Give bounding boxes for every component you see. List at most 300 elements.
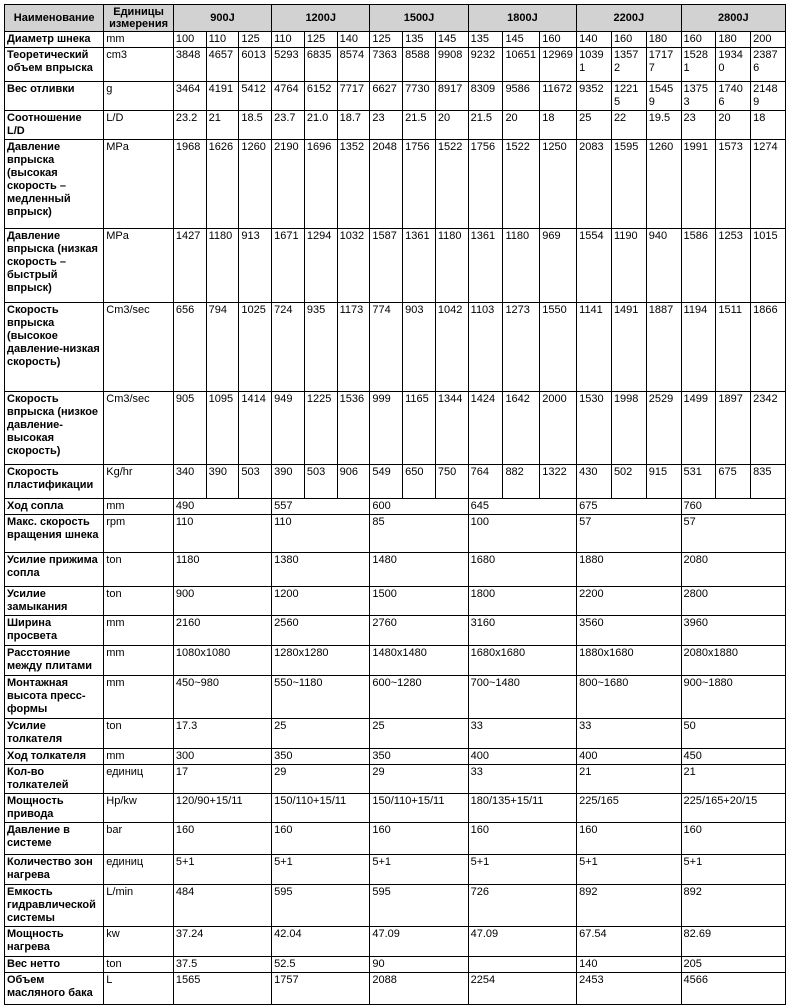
value-cell: 33 xyxy=(468,719,577,749)
value-cell: 999 xyxy=(370,392,403,465)
row-label: Давление впрыска (низкая скорость – быстрый впрыск) xyxy=(5,229,104,303)
value-cell: 1344 xyxy=(435,392,468,465)
table-row xyxy=(5,719,786,749)
value-cell: 21.0 xyxy=(304,111,337,140)
value-cell: 160 xyxy=(611,32,646,48)
value-cell: 2560 xyxy=(272,616,370,646)
row-label: Вес нетто xyxy=(5,957,104,973)
table-row xyxy=(5,553,786,587)
value-cell: 33 xyxy=(577,719,681,749)
value-cell: 140 xyxy=(577,957,681,973)
value-cell: 1550 xyxy=(540,303,577,392)
row-label: Усилие толкателя xyxy=(5,719,104,749)
value-cell: 1500 xyxy=(370,587,468,616)
value-cell: 5+1 xyxy=(370,855,468,885)
row-unit: rpm xyxy=(104,515,174,553)
value-cell: 9232 xyxy=(468,48,503,82)
value-cell: 892 xyxy=(577,885,681,927)
value-cell: 340 xyxy=(173,465,206,499)
value-cell: 1025 xyxy=(239,303,272,392)
value-cell: 900 xyxy=(173,587,271,616)
value-cell: 37.5 xyxy=(173,957,271,973)
value-cell: 1380 xyxy=(272,553,370,587)
value-cell: 1968 xyxy=(173,140,206,229)
value-cell: 52.5 xyxy=(272,957,370,973)
row-label: Макс. скорость вращения шнека xyxy=(5,515,104,553)
value-cell: 1260 xyxy=(239,140,272,229)
value-cell: 835 xyxy=(751,465,786,499)
value-cell: 1866 xyxy=(751,303,786,392)
value-cell: 1253 xyxy=(716,229,751,303)
value-cell: 21.5 xyxy=(468,111,503,140)
value-cell: 450 xyxy=(681,749,785,765)
value-cell: 205 xyxy=(681,957,785,973)
value-cell: 23.7 xyxy=(272,111,305,140)
value-cell xyxy=(468,957,577,973)
value-cell: 484 xyxy=(173,885,271,927)
table-row xyxy=(5,392,786,465)
value-cell: 3464 xyxy=(173,82,206,111)
value-cell: 21 xyxy=(206,111,239,140)
row-label: Расстояние между плитами xyxy=(5,646,104,676)
value-cell: 13753 xyxy=(681,82,716,111)
value-cell: 110 xyxy=(173,515,271,553)
value-cell: 4657 xyxy=(206,48,239,82)
value-cell: 2080x1880 xyxy=(681,646,785,676)
row-label: Монтажная высота пресс-формы xyxy=(5,676,104,719)
value-cell: 10651 xyxy=(503,48,540,82)
value-cell: 2190 xyxy=(272,140,305,229)
value-cell: 724 xyxy=(272,303,305,392)
row-unit: g xyxy=(104,82,174,111)
value-cell: 225/165 xyxy=(577,794,681,823)
value-cell: 37.24 xyxy=(173,927,271,957)
value-cell: 2200 xyxy=(577,587,681,616)
value-cell: 5+1 xyxy=(173,855,271,885)
row-label: Скорость пластификации xyxy=(5,465,104,499)
value-cell: 145 xyxy=(503,32,540,48)
value-cell: 503 xyxy=(304,465,337,499)
value-cell: 1260 xyxy=(646,140,681,229)
value-cell: 600~1280 xyxy=(370,676,468,719)
header-model: 1800J xyxy=(468,5,577,32)
value-cell: 110 xyxy=(206,32,239,48)
value-cell: 1280x1280 xyxy=(272,646,370,676)
value-cell: 1180 xyxy=(206,229,239,303)
value-cell: 5293 xyxy=(272,48,305,82)
value-cell: 595 xyxy=(272,885,370,927)
value-cell: 120/90+15/11 xyxy=(173,794,271,823)
row-label: Количество зон нагрева xyxy=(5,855,104,885)
value-cell: 9908 xyxy=(435,48,468,82)
value-cell: 100 xyxy=(468,515,577,553)
value-cell: 2254 xyxy=(468,973,577,1005)
value-cell: 6627 xyxy=(370,82,403,111)
value-cell: 490 xyxy=(173,499,271,515)
value-cell: 25 xyxy=(370,719,468,749)
value-cell: 800~1680 xyxy=(577,676,681,719)
row-label: Емкость гидравлической системы xyxy=(5,885,104,927)
row-label: Ход сопла xyxy=(5,499,104,515)
value-cell: 1696 xyxy=(304,140,337,229)
value-cell: 3960 xyxy=(681,616,785,646)
header-row xyxy=(5,5,786,32)
value-cell: 1080x1080 xyxy=(173,646,271,676)
value-cell: 17177 xyxy=(646,48,681,82)
value-cell: 1032 xyxy=(337,229,370,303)
value-cell: 1180 xyxy=(503,229,540,303)
value-cell: 760 xyxy=(681,499,785,515)
value-cell: 350 xyxy=(272,749,370,765)
row-label: Кол-во толкателей xyxy=(5,765,104,794)
value-cell: 6013 xyxy=(239,48,272,82)
table-row xyxy=(5,32,786,48)
row-label: Вес отливки xyxy=(5,82,104,111)
table-row xyxy=(5,111,786,140)
value-cell: 42.04 xyxy=(272,927,370,957)
value-cell: 19340 xyxy=(716,48,751,82)
header-model: 2200J xyxy=(577,5,681,32)
value-cell: 6152 xyxy=(304,82,337,111)
value-cell: 882 xyxy=(503,465,540,499)
value-cell: 1511 xyxy=(716,303,751,392)
row-label: Соотношение L/D xyxy=(5,111,104,140)
row-unit: mm xyxy=(104,676,174,719)
value-cell: 5+1 xyxy=(468,855,577,885)
value-cell: 47.09 xyxy=(370,927,468,957)
table-row xyxy=(5,823,786,855)
value-cell: 774 xyxy=(370,303,403,392)
value-cell: 180/135+15/11 xyxy=(468,794,577,823)
value-cell: 600 xyxy=(370,499,468,515)
table-row xyxy=(5,140,786,229)
value-cell: 1671 xyxy=(272,229,305,303)
header-name: Наименование xyxy=(5,5,104,32)
table-row xyxy=(5,465,786,499)
value-cell: 8574 xyxy=(337,48,370,82)
value-cell: 2529 xyxy=(646,392,681,465)
row-unit: L/min xyxy=(104,885,174,927)
value-cell: 5+1 xyxy=(577,855,681,885)
value-cell: 1680 xyxy=(468,553,577,587)
table-row xyxy=(5,646,786,676)
value-cell: 12215 xyxy=(611,82,646,111)
table-row xyxy=(5,885,786,927)
value-cell: 57 xyxy=(577,515,681,553)
row-unit: L xyxy=(104,973,174,1005)
value-cell: 8588 xyxy=(403,48,436,82)
value-cell: 180 xyxy=(646,32,681,48)
value-cell: 1756 xyxy=(403,140,436,229)
value-cell: 2160 xyxy=(173,616,271,646)
table-row xyxy=(5,48,786,82)
row-label: Давление впрыска (высокая скорость – медленный впрыск) xyxy=(5,140,104,229)
value-cell: 1173 xyxy=(337,303,370,392)
row-unit: ton xyxy=(104,553,174,587)
header-model: 1500J xyxy=(370,5,468,32)
value-cell: 5412 xyxy=(239,82,272,111)
value-cell: 656 xyxy=(173,303,206,392)
table-row xyxy=(5,676,786,719)
value-cell: 1190 xyxy=(611,229,646,303)
value-cell: 57 xyxy=(681,515,785,553)
value-cell: 502 xyxy=(611,465,646,499)
row-unit: bar xyxy=(104,823,174,855)
value-cell: 2088 xyxy=(370,973,468,1005)
value-cell: 1680x1680 xyxy=(468,646,577,676)
value-cell: 2760 xyxy=(370,616,468,646)
header-model: 2800J xyxy=(681,5,785,32)
value-cell: 2083 xyxy=(577,140,612,229)
value-cell: 20 xyxy=(435,111,468,140)
row-unit: Cm3/sec xyxy=(104,303,174,392)
row-unit: mm xyxy=(104,499,174,515)
value-cell: 225/165+20/15 xyxy=(681,794,785,823)
value-cell: 125 xyxy=(370,32,403,48)
row-unit: Kg/hr xyxy=(104,465,174,499)
value-cell: 7717 xyxy=(337,82,370,111)
row-unit: cm3 xyxy=(104,48,174,82)
value-cell: 90 xyxy=(370,957,468,973)
value-cell: 22 xyxy=(611,111,646,140)
value-cell: 1595 xyxy=(611,140,646,229)
table-row xyxy=(5,855,786,885)
value-cell: 940 xyxy=(646,229,681,303)
value-cell: 50 xyxy=(681,719,785,749)
value-cell: 1998 xyxy=(611,392,646,465)
row-label: Диаметр шнека xyxy=(5,32,104,48)
row-label: Ход толкателя xyxy=(5,749,104,765)
value-cell: 1141 xyxy=(577,303,612,392)
table-row xyxy=(5,499,786,515)
value-cell: 1322 xyxy=(540,465,577,499)
value-cell: 33 xyxy=(468,765,577,794)
value-cell: 549 xyxy=(370,465,403,499)
table-row xyxy=(5,82,786,111)
row-unit: ton xyxy=(104,719,174,749)
value-cell: 160 xyxy=(370,823,468,855)
value-cell: 21489 xyxy=(751,82,786,111)
row-label: Усилие прижима сопла xyxy=(5,553,104,587)
value-cell: 6835 xyxy=(304,48,337,82)
value-cell: 650 xyxy=(403,465,436,499)
table-row xyxy=(5,229,786,303)
row-label: Скорость впрыска (низкое давление-высокая скорость) xyxy=(5,392,104,465)
value-cell: 18.7 xyxy=(337,111,370,140)
value-cell: 17406 xyxy=(716,82,751,111)
value-cell: 1274 xyxy=(751,140,786,229)
table-row xyxy=(5,794,786,823)
value-cell: 160 xyxy=(173,823,271,855)
value-cell: 949 xyxy=(272,392,305,465)
value-cell: 1491 xyxy=(611,303,646,392)
value-cell: 160 xyxy=(540,32,577,48)
value-cell: 300 xyxy=(173,749,271,765)
value-cell: 1756 xyxy=(468,140,503,229)
value-cell: 25 xyxy=(272,719,370,749)
value-cell: 350 xyxy=(370,749,468,765)
value-cell: 2342 xyxy=(751,392,786,465)
row-unit: единиц xyxy=(104,855,174,885)
value-cell: 1042 xyxy=(435,303,468,392)
value-cell: 1165 xyxy=(403,392,436,465)
value-cell: 21 xyxy=(577,765,681,794)
value-cell: 1991 xyxy=(681,140,716,229)
value-cell: 1522 xyxy=(435,140,468,229)
value-cell: 1887 xyxy=(646,303,681,392)
value-cell: 150/110+15/11 xyxy=(370,794,468,823)
header-model: 900J xyxy=(173,5,271,32)
value-cell: 390 xyxy=(272,465,305,499)
table-row xyxy=(5,515,786,553)
value-cell: 10391 xyxy=(577,48,612,82)
header-unit: Единицы измерения xyxy=(104,5,174,32)
value-cell: 1586 xyxy=(681,229,716,303)
value-cell: 110 xyxy=(272,32,305,48)
value-cell: 15281 xyxy=(681,48,716,82)
value-cell: 1200 xyxy=(272,587,370,616)
value-cell: 550~1180 xyxy=(272,676,370,719)
value-cell: 503 xyxy=(239,465,272,499)
value-cell: 764 xyxy=(468,465,503,499)
value-cell: 1880 xyxy=(577,553,681,587)
value-cell: 1480 xyxy=(370,553,468,587)
value-cell: 20 xyxy=(503,111,540,140)
value-cell: 19.5 xyxy=(646,111,681,140)
value-cell: 400 xyxy=(468,749,577,765)
table-row xyxy=(5,303,786,392)
value-cell: 135 xyxy=(468,32,503,48)
value-cell: 23876 xyxy=(751,48,786,82)
row-unit: L/D xyxy=(104,111,174,140)
value-cell: 135 xyxy=(403,32,436,48)
value-cell: 2800 xyxy=(681,587,785,616)
table-row xyxy=(5,957,786,973)
value-cell: 160 xyxy=(577,823,681,855)
value-cell: 1554 xyxy=(577,229,612,303)
row-unit: Cm3/sec xyxy=(104,392,174,465)
value-cell: 67.54 xyxy=(577,927,681,957)
row-label: Мощность привода xyxy=(5,794,104,823)
value-cell: 180 xyxy=(716,32,751,48)
value-cell: 160 xyxy=(468,823,577,855)
value-cell: 1499 xyxy=(681,392,716,465)
value-cell: 3160 xyxy=(468,616,577,646)
value-cell: 7363 xyxy=(370,48,403,82)
value-cell: 1587 xyxy=(370,229,403,303)
table-row xyxy=(5,587,786,616)
row-label: Усилие замыкания xyxy=(5,587,104,616)
value-cell: 595 xyxy=(370,885,468,927)
value-cell: 906 xyxy=(337,465,370,499)
value-cell: 675 xyxy=(577,499,681,515)
value-cell: 3848 xyxy=(173,48,206,82)
value-cell: 15459 xyxy=(646,82,681,111)
value-cell: 9586 xyxy=(503,82,540,111)
row-unit: Hp/kw xyxy=(104,794,174,823)
value-cell: 2080 xyxy=(681,553,785,587)
row-unit: ton xyxy=(104,957,174,973)
value-cell: 1294 xyxy=(304,229,337,303)
value-cell: 9352 xyxy=(577,82,612,111)
table-row xyxy=(5,765,786,794)
value-cell: 140 xyxy=(337,32,370,48)
value-cell: 750 xyxy=(435,465,468,499)
value-cell: 1573 xyxy=(716,140,751,229)
value-cell: 1530 xyxy=(577,392,612,465)
value-cell: 21.5 xyxy=(403,111,436,140)
value-cell: 1180 xyxy=(173,553,271,587)
value-cell: 8309 xyxy=(468,82,503,111)
value-cell: 18 xyxy=(540,111,577,140)
value-cell: 82.69 xyxy=(681,927,785,957)
row-label: Давление в системе xyxy=(5,823,104,855)
value-cell: 8917 xyxy=(435,82,468,111)
value-cell: 100 xyxy=(173,32,206,48)
value-cell: 23.2 xyxy=(173,111,206,140)
row-unit: mm xyxy=(104,616,174,646)
value-cell: 900~1880 xyxy=(681,676,785,719)
row-label: Объем масляного бака xyxy=(5,973,104,1005)
value-cell: 1480x1480 xyxy=(370,646,468,676)
row-label: Ширина просвета xyxy=(5,616,104,646)
value-cell: 531 xyxy=(681,465,716,499)
value-cell: 1414 xyxy=(239,392,272,465)
row-unit: kw xyxy=(104,927,174,957)
value-cell: 125 xyxy=(304,32,337,48)
row-unit: mm xyxy=(104,646,174,676)
value-cell: 1225 xyxy=(304,392,337,465)
row-label: Теоретический объем впрыска xyxy=(5,48,104,82)
value-cell: 1897 xyxy=(716,392,751,465)
value-cell: 1642 xyxy=(503,392,540,465)
value-cell: 85 xyxy=(370,515,468,553)
value-cell: 200 xyxy=(751,32,786,48)
value-cell: 913 xyxy=(239,229,272,303)
value-cell: 1250 xyxy=(540,140,577,229)
value-cell: 23 xyxy=(370,111,403,140)
value-cell: 29 xyxy=(370,765,468,794)
value-cell: 1536 xyxy=(337,392,370,465)
value-cell: 18.5 xyxy=(239,111,272,140)
value-cell: 1015 xyxy=(751,229,786,303)
value-cell: 12969 xyxy=(540,48,577,82)
value-cell: 18 xyxy=(751,111,786,140)
value-cell: 17 xyxy=(173,765,271,794)
value-cell: 160 xyxy=(681,32,716,48)
value-cell: 905 xyxy=(173,392,206,465)
value-cell: 21 xyxy=(681,765,785,794)
value-cell: 1565 xyxy=(173,973,271,1005)
value-cell: 1424 xyxy=(468,392,503,465)
value-cell: 140 xyxy=(577,32,612,48)
value-cell: 5+1 xyxy=(681,855,785,885)
table-row xyxy=(5,927,786,957)
value-cell: 160 xyxy=(272,823,370,855)
value-cell: 1352 xyxy=(337,140,370,229)
value-cell: 7730 xyxy=(403,82,436,111)
header-model: 1200J xyxy=(272,5,370,32)
value-cell: 5+1 xyxy=(272,855,370,885)
spec-table xyxy=(4,4,786,1005)
value-cell: 47.09 xyxy=(468,927,577,957)
value-cell: 1626 xyxy=(206,140,239,229)
value-cell: 450~980 xyxy=(173,676,271,719)
value-cell: 2453 xyxy=(577,973,681,1005)
value-cell: 903 xyxy=(403,303,436,392)
row-unit: ton xyxy=(104,587,174,616)
value-cell: 969 xyxy=(540,229,577,303)
